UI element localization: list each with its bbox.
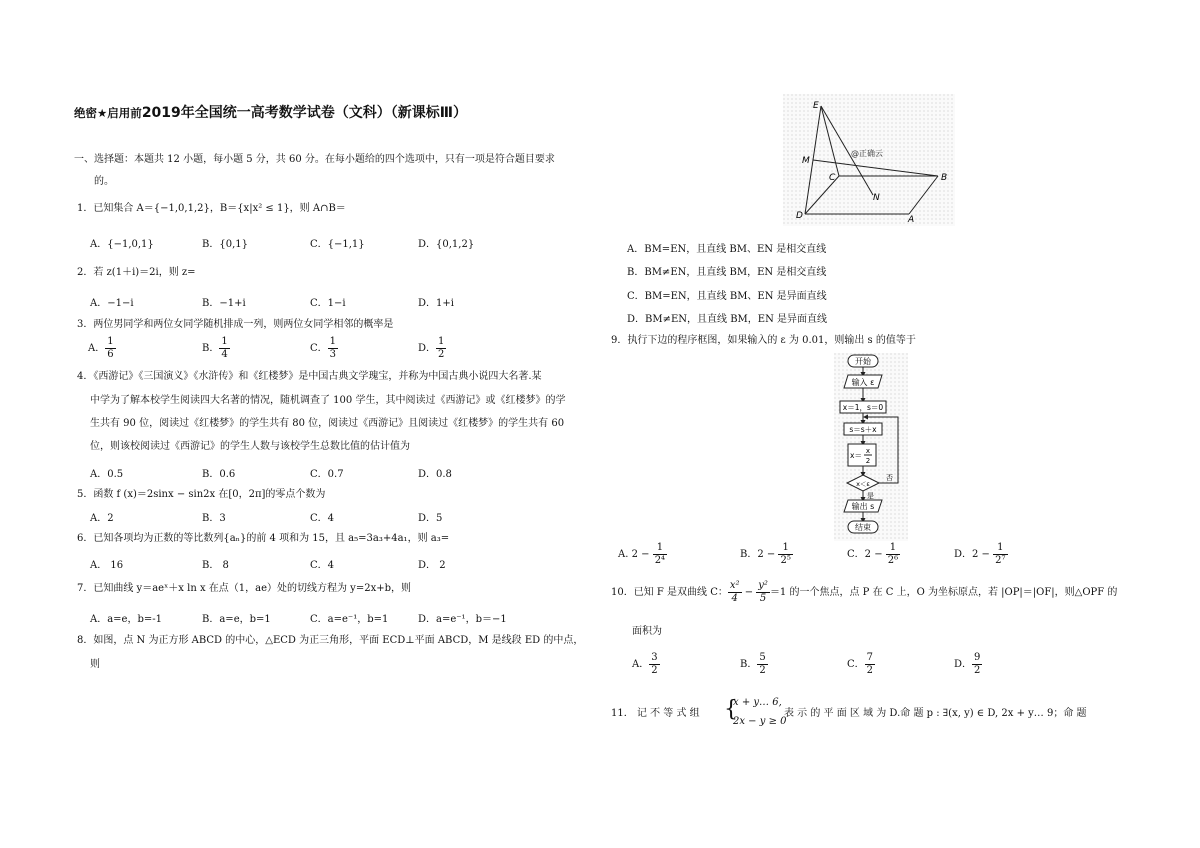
q1-option-a: A．{−1,0,1} [90,239,154,250]
q5-option-d: D．5 [418,513,443,524]
label-m: M [802,156,810,166]
q4-option-d: D．0.8 [418,469,452,480]
q4-option-b: B．0.6 [202,469,236,480]
flow-yes-label: 是 [867,492,874,500]
q11-brace: { [724,697,738,722]
q6-option-b: B． 8 [202,560,229,571]
q10-option-c: C． $\frac{7}{2}$ [847,652,874,676]
question-7: 7．已知曲线 y＝aeˣ＋x ln x 在点（1，ae）处的切线方程为 y=2x+b，则 [77,583,411,594]
question-3: 3．两位男同学和两位女同学随机排成一列，则两位女同学相邻的概率是 [77,319,394,330]
flow-no-label: 否 [886,474,893,482]
question-11-pre: 11． 记 不 等 式 组 [611,708,700,719]
question-2: 2．若 z(1＋i)＝2i，则 z= [77,267,196,278]
q3-option-b: B． $\frac{1}{4}$ [202,336,228,360]
question-11-post: 表 示 的 平 面 区 域 为 D.命 题 p : ∃(x, y) ∈ D, 2x + y… 9；命 题 [784,708,1087,719]
q3-option-a: A． $\frac{1}{6}$ [88,336,114,360]
question-8-line1: 8．如图，点 N 为正方形 ABCD 的中心，△ECD 为正三角形，平面 ECD⊥平面 ABCD，M 是线段 ED 的中点， [77,635,584,646]
q10-c-fraction: $\frac{7}{2}$ [866,652,874,676]
label-b: B [941,173,948,183]
q9-d-fraction: $\frac{1}{\text{2⁷}}$ [995,542,1006,566]
q10-d-fraction: $\frac{9}{2}$ [974,652,981,676]
title-prefix: 绝密★启用前 [74,106,142,120]
question-10-line2: 面积为 [632,626,662,637]
question-9: 9．执行下边的程序框图，如果输入的 ε 为 0.01，则输出 s 的值等于 [611,335,916,346]
svg-text:x＝1，s＝0: x＝1，s＝0 [842,403,884,412]
q9-flowchart [834,353,908,541]
q7-option-a: A．a=e，b=-1 [90,614,163,625]
q3-b-fraction: $\frac{1}{4}$ [221,336,228,360]
q8-option-c: C．BM=EN，且直线 BM、EN 是异面直线 [627,291,827,302]
question-4-line1: 4．《西游记》《三国演义》《水浒传》和《红楼梦》是中国古典文学瑰宝，并称为中国古典小说四大名著.某 [77,371,542,382]
q1-option-d: D．{0,1,2} [418,239,475,250]
q10-a-fraction: $\frac{3}{2}$ [651,652,658,676]
q3-c-fraction: $\frac{1}{3}$ [329,336,337,360]
question-1: 1．已知集合 A＝{−1,0,1,2}，B＝{x|x² ≤ 1}，则 A∩B＝ [77,203,346,214]
question-4-line2: 中学为了解本校学生阅读四大名著的情况，随机调查了 100 学生，其中阅读过《西游记》或《红楼梦》的学 [90,395,566,406]
q6-option-d: D． 2 [418,560,446,571]
q10-option-d: D． $\frac{9}{2}$ [954,652,981,676]
q8-option-a: A．BM=EN，且直线 BM、EN 是相交直线 [627,244,827,255]
q2-option-c: C．1−i [310,298,346,309]
question-4-line3: 生共有 90 位，阅读过《红楼梦》的学生共有 80 位，阅读过《西游记》且阅读过《红楼梦》的学生共有 60 [90,418,565,429]
q10-b-fraction: $\frac{5}{2}$ [759,652,766,676]
svg-text:x＜ε: x＜ε [856,480,870,488]
q9-option-d: D．2 − $\frac{1}{\text{2⁷}}$ [954,542,1006,566]
q9-option-a: A. 2 − $\frac{1}{\text{2⁴}}$ [618,542,666,566]
q1-option-c: C．{−1,1} [310,239,365,250]
q8-option-b: B．BM≠EN，且直线 BM，EN 是相交直线 [627,267,827,278]
svg-text:s＝s＋x: s＝s＋x [849,425,877,434]
label-d: D [796,211,803,221]
q5-option-b: B．3 [202,513,226,524]
q6-option-a: A． 16 [90,560,124,571]
q8-option-d: D．BM≠EN，且直线 BM，EN 是异面直线 [627,314,828,325]
q11-system-line1: x + y… 6, [733,697,782,708]
svg-text:输出 s: 输出 s [851,502,875,511]
q9-option-c: C．2 − $\frac{1}{\text{2⁶}}$ [847,542,899,566]
section-heading-cont: 的。 [94,176,114,187]
q5-option-a: A．2 [90,513,114,524]
question-8-line2: 则 [90,659,100,670]
svg-text:x: x [865,447,871,455]
section-heading: 一、选择题：本题共 12 小题，每小题 5 分，共 60 分。在每小题给的四个选项中，只有一项是符合题目要求 [74,154,555,165]
label-e: E [813,101,819,111]
label-n: N [873,193,880,203]
q6-option-c: C．4 [310,560,335,571]
q7-option-b: B．a=e，b=1 [202,614,271,625]
svg-text:输入 ε: 输入 ε [851,378,875,387]
q9-b-fraction: $\frac{1}{\text{2⁵}}$ [780,542,791,566]
question-4-line4: 位，则该校阅读过《西游记》的学生人数与该校学生总数比值的估计值为 [90,441,410,452]
label-c: C [829,173,836,183]
question-5: 5．函数 f (x)＝2sinx − sin2x 在[0，2π]的零点个数为 [77,489,326,500]
q2-option-d: D．1+i [418,298,454,309]
q1-option-b: B．{0,1} [202,239,248,250]
q8-figure [783,94,955,226]
question-6: 6．已知各项均为正数的等比数列{aₙ}的前 4 项和为 15，且 a₅=3a₃+4a₁，则 a₃= [77,533,450,544]
svg-text:x＝: x＝ [850,451,862,460]
q7-option-c: C．a=e⁻¹，b=1 [310,614,389,625]
title-main: 2019年全国统一高考数学试卷（文科）（新课标Ⅲ） [141,105,468,121]
svg-text:开始: 开始 [855,357,871,366]
q11-system-line2: 2x − y ≥ 0 [733,716,787,727]
svg-text:2: 2 [865,457,871,465]
q3-a-fraction: $\frac{1}{6}$ [107,336,114,360]
svg-text:结束: 结束 [855,523,871,532]
q9-c-fraction: $\frac{1}{\text{2⁶}}$ [887,542,899,566]
watermark-text: @正确云 [851,149,883,158]
q10-fraction-x: $\frac{\text{x²}}{4}$ [729,580,740,604]
q3-option-c: C． $\frac{1}{3}$ [310,336,337,360]
q3-option-d: D． $\frac{1}{2}$ [418,336,445,360]
q4-option-c: C．0.7 [310,469,344,480]
q2-option-b: B．−1+i [202,298,246,309]
q10-option-a: A． $\frac{3}{2}$ [632,652,658,676]
q4-option-a: A．0.5 [90,469,124,480]
q3-d-fraction: $\frac{1}{2}$ [438,336,445,360]
q9-option-b: B．2 − $\frac{1}{\text{2⁵}}$ [740,542,791,566]
q5-option-c: C．4 [310,513,335,524]
question-10: 10．已知 F 是双曲线 C： $\frac{\text{x²}}{4}$ − $\frac{\text{y²}}{5}$ ＝1 的一个焦点，点 P 在 C 上，O 为坐标原点，若 |OP|＝|OF|，则△OPF 的 [611,580,1118,604]
label-a: A [908,215,915,225]
q7-option-d: D．a=e⁻¹，b＝−1 [418,614,507,625]
page-title [74,102,467,122]
q10-option-b: B． $\frac{5}{2}$ [740,652,766,676]
q9-a-fraction: $\frac{1}{\text{2⁴}}$ [654,542,666,566]
q2-option-a: A．−1−i [90,298,134,309]
q10-fraction-y: $\frac{\text{y²}}{5}$ [758,580,768,604]
